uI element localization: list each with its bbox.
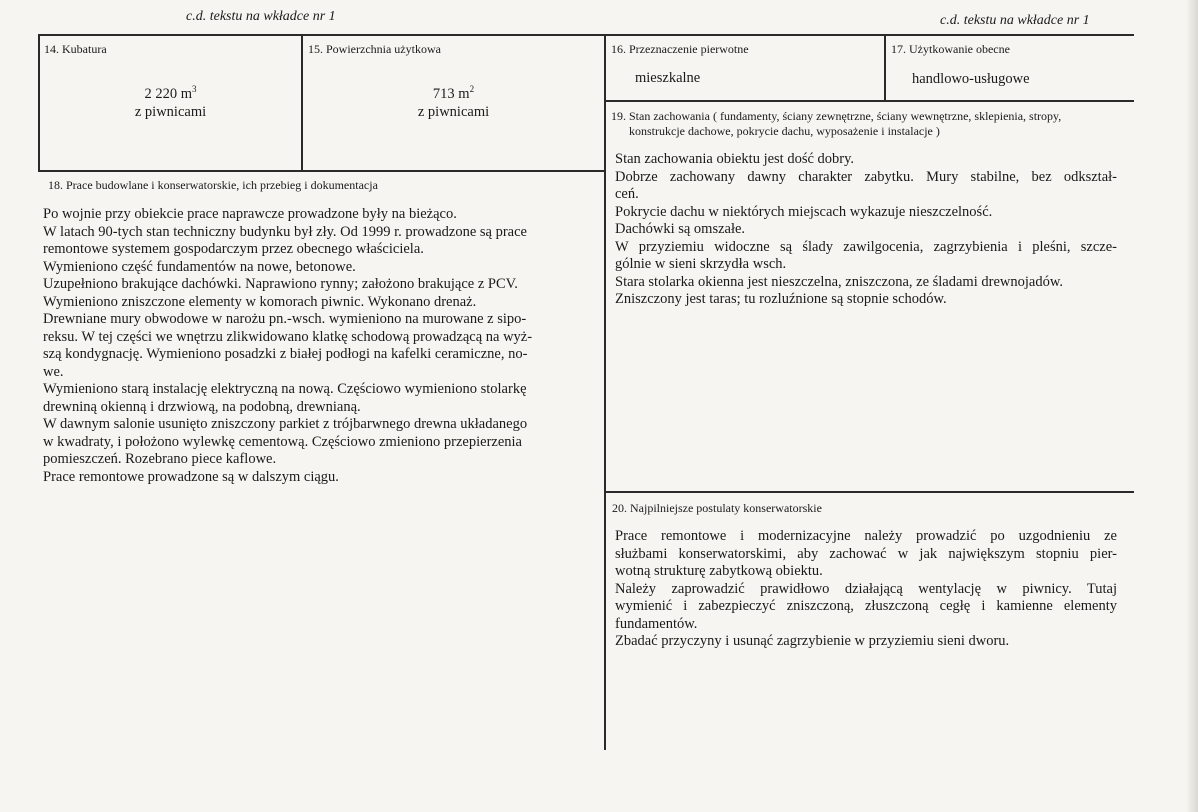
- field18-line: w kwadraty, i położono wylewkę cementową. Częściowo zmieniono przepierzenia: [43, 433, 522, 450]
- field-15-label: 15. Powierzchnia użytkowa: [308, 42, 441, 56]
- field-16-label: 16. Przeznaczenie pierwotne: [611, 42, 749, 56]
- field20-line: wymienić i zabezpieczyć zniszczoną, złuszczoną cegłę i kamienne elementy: [615, 598, 1117, 614]
- field-15-area: 713 m: [432, 86, 470, 102]
- field-20-text: [615, 528, 1117, 651]
- field20-line: służbami konserwatorskimi, aby zachować w jak największym stopniu pier-: [615, 545, 1117, 562]
- field-14-value: [40, 86, 301, 104]
- field18-line: Prace remontowe prowadzone są w dalszym ciągu.: [43, 468, 339, 485]
- field18-line: Po wojnie przy obiekcie prace naprawcze prowadzone były na bieżąco.: [43, 206, 457, 222]
- field19-line: gólnie w sieni skrzydła wsch.: [615, 256, 787, 272]
- field20-line: fundamentów.: [615, 615, 698, 632]
- field19-line: Zniszczony jest taras; tu rozluźnione są stopnie schodów.: [615, 291, 947, 307]
- field18-line: Wymieniono starą instalację elektryczną na nową. Częściowo wymieniono stolarkę: [43, 381, 527, 397]
- field19-line: W przyziemiu widoczne są ślady zawilgocenia, zagrzybienia i pleśni, szcze-: [615, 238, 1117, 255]
- field19-line: Dachówki są omszałe.: [615, 221, 746, 237]
- field-17-label: 17. Użytkowanie obecne: [891, 42, 1010, 56]
- field20-line: Należy zaprowadzić prawidłowo działającą wentylację w piwnicy. Tutaj: [615, 580, 1117, 597]
- continuation-note-left: c.d. tekstu na wkładce nr 1: [186, 9, 336, 24]
- field19-line: ceń.: [615, 186, 639, 202]
- field18-line: W dawnym salonie usunięto zniszczony parkiet z trójbarwnego drewna układanego: [43, 416, 528, 432]
- field-15-note: z piwnicami: [417, 104, 490, 120]
- field19-line: Stan zachowania obiektu jest dość dobry.: [615, 151, 855, 167]
- field-19-label-line2: konstrukcje dachowe, pokrycie dachu, wyposażenie i instalacje ): [629, 124, 940, 138]
- field18-line: W latach 90-tych stan techniczny budynku był zły. Od 1999 r. prowadzone są prace: [43, 223, 527, 240]
- col-divider-center: [604, 34, 606, 750]
- field18-line: Uzupełniono brakujące dachówki. Naprawiono rynny; założono brakujące z PCV.: [43, 276, 518, 292]
- row-divider-right-top: [604, 100, 1134, 102]
- field-14-note: z piwnicami: [134, 104, 207, 120]
- field19-line: Pokrycie dachu w niektórych miejscach wykazuje nieszczelność.: [615, 203, 993, 220]
- continuation-note-right: c.d. tekstu na wkładce nr 1: [940, 13, 1090, 28]
- field19-line: Stara stolarka okienna jest nieszczelna, zniszczona, ze śladami drewnojadów.: [615, 273, 1063, 290]
- field-18-text: [43, 206, 593, 486]
- field18-line: remontowe systemem gospodarczym przez obecnego właściciela.: [43, 241, 424, 257]
- field-19-label-line1: 19. Stan zachowania ( fundamenty, ściany zewnętrzne, ściany wewnętrzne, sklepienia, stropy,: [611, 109, 1062, 123]
- field-14-label: 14. Kubatura: [44, 42, 107, 56]
- col-divider-16-17: [884, 34, 886, 101]
- field18-line: Drewniane mury obwodowe w narożu pn.-wsch. wymieniono na murowane z sipo-: [43, 311, 527, 327]
- field-14-exponent: 3: [192, 84, 197, 94]
- field18-line: we.: [43, 363, 64, 380]
- scan-edge-shadow: [1186, 0, 1198, 812]
- row-divider-left: [38, 170, 606, 172]
- field-16-value: mieszkalne: [635, 70, 701, 86]
- field-18-label: 18. Prace budowlane i konserwatorskie, ich przebieg i dokumentacja: [48, 178, 378, 192]
- field18-line: Wymieniono zniszczone elementy w komorach piwnic. Wykonano drenaż.: [43, 293, 477, 310]
- field18-line: reksu. W tej części we wnętrzu zlikwidowano klatkę schodową prowadzącą na wyż-: [43, 328, 533, 345]
- field-15-exponent: 2: [469, 84, 475, 94]
- field-17-value: handlowo-usługowe: [912, 71, 1030, 87]
- field18-line: drewniną okienną i drzwiową, na podobną, drewnianą.: [43, 398, 361, 415]
- field19-line: Dobrze zachowany dawny charakter zabytku. Mury stabilne, bez odkształ-: [615, 168, 1117, 185]
- field-15-value: [303, 86, 604, 104]
- top-border: [38, 34, 1134, 36]
- field-20-label: 20. Najpilniejsze postulaty konserwatorskie: [612, 501, 822, 515]
- field18-line: szą kondygnację. Wymieniono posadzki z białej podłogi na kafelki ceramiczne, no-: [43, 346, 528, 362]
- field-19-text: [615, 151, 1117, 309]
- field18-line: pomieszczeń. Rozebrano piece kaflowe.: [43, 451, 277, 467]
- field20-line: wotną strukturę zabytkową obiektu.: [615, 563, 823, 579]
- field18-line: Wymieniono część fundamentów na nowe, betonowe.: [43, 258, 356, 275]
- field20-line: Prace remontowe i modernizacyjne należy prowadzić po uzgodnieniu ze: [615, 528, 1117, 544]
- field-14-volume: 2 220 m: [144, 86, 193, 102]
- field20-line: Zbadać przyczyny i usunąć zagrzybienie w przyziemiu sieni dworu.: [615, 633, 1010, 649]
- row-divider-right-bottom: [604, 491, 1134, 493]
